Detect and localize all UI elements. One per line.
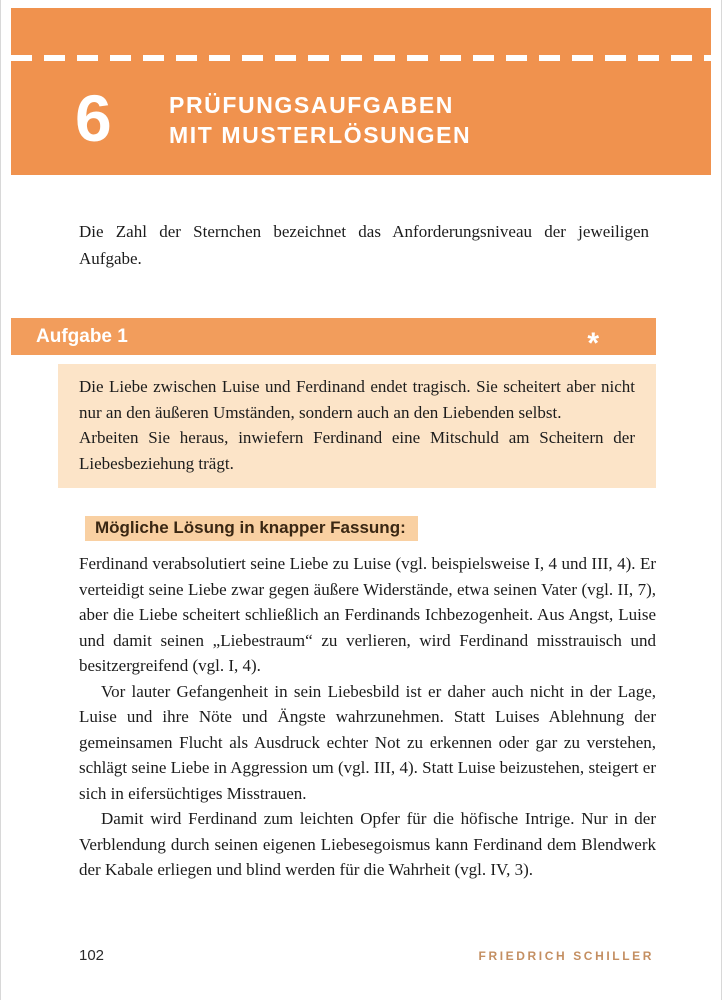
task-box <box>58 364 656 488</box>
task-label: Aufgabe 1 <box>36 325 128 347</box>
solution-paragraph: Ferdinand verabsolutiert seine Liebe zu Luise (vgl. beispielsweise I, 4 und III, 4). Er verteidigt seine Liebe zwar gegen äußere Widerstände, etwa seinen Vater (vgl. II, 7), aber die Liebe scheitert schließlich an Ferdinands Ichbezogenheit. Aus Angst, Luise und damit seinen „Liebestraum“ zu verlieren, wird Ferdinand misstrauisch und besitzergreifend (vgl. I, 4). <box>79 554 656 675</box>
solution-paragraph: Damit wird Ferdinand zum leichten Opfer für die höfische Intrige. Nur in der Verblendung durch seinen eigenen Liebesegoismus kann Ferdinand dem Blendwerk der Kabale erliegen und blind werden für die Wahrheit (vgl. IV, 3). <box>79 809 656 879</box>
chapter-title <box>169 88 471 150</box>
dashed-divider <box>11 55 711 61</box>
intro-text: Die Zahl der Sternchen bezeichnet das Anforderungsniveau der jeweiligen Aufgabe. <box>79 222 649 268</box>
solution-section <box>79 551 656 883</box>
solution-heading-wrap <box>85 516 418 541</box>
task-header-bar <box>11 318 656 360</box>
difficulty-star: * <box>587 326 599 360</box>
page-number: 102 <box>79 947 105 964</box>
page-footer <box>79 947 654 964</box>
chapter-title-line1: PRÜFUNGSAUFGABEN <box>169 92 454 118</box>
task-paragraph: Die Liebe zwischen Luise und Ferdinand endet tragisch. Sie scheitert aber nicht nur an den äußeren Umständen, sondern auch an den Liebenden selbst. <box>79 377 635 422</box>
author-name: FRIEDRICH SCHILLER <box>478 949 654 963</box>
solution-heading: Mögliche Lösung in knapper Fassung: <box>85 516 418 541</box>
solution-paragraph: Vor lauter Gefangenheit in sein Liebesbild ist er daher auch nicht in der Lage, Luise und ihre Nöte und Ängste wahrzunehmen. Statt Luises Ablehnung der gemeinsamen Flucht als Ausdruck echter Not zu erkennen oder gar zu verstehen, schlägt seine Liebe in Aggression um (vgl. III, 4). Statt Luise beizustehen, steigert er sich in eifersüchtiges Misstrauen. <box>79 681 656 803</box>
chapter-number: 6 <box>75 81 112 155</box>
chapter-title-line2: MIT MUSTERLÖSUNGEN <box>169 122 472 148</box>
chapter-header-row <box>75 81 681 155</box>
chapter-header <box>11 8 711 175</box>
task-paragraph: Arbeiten Sie heraus, inwiefern Ferdinand eine Mitschuld am Scheitern der Liebesbeziehung trägt. <box>79 428 635 473</box>
